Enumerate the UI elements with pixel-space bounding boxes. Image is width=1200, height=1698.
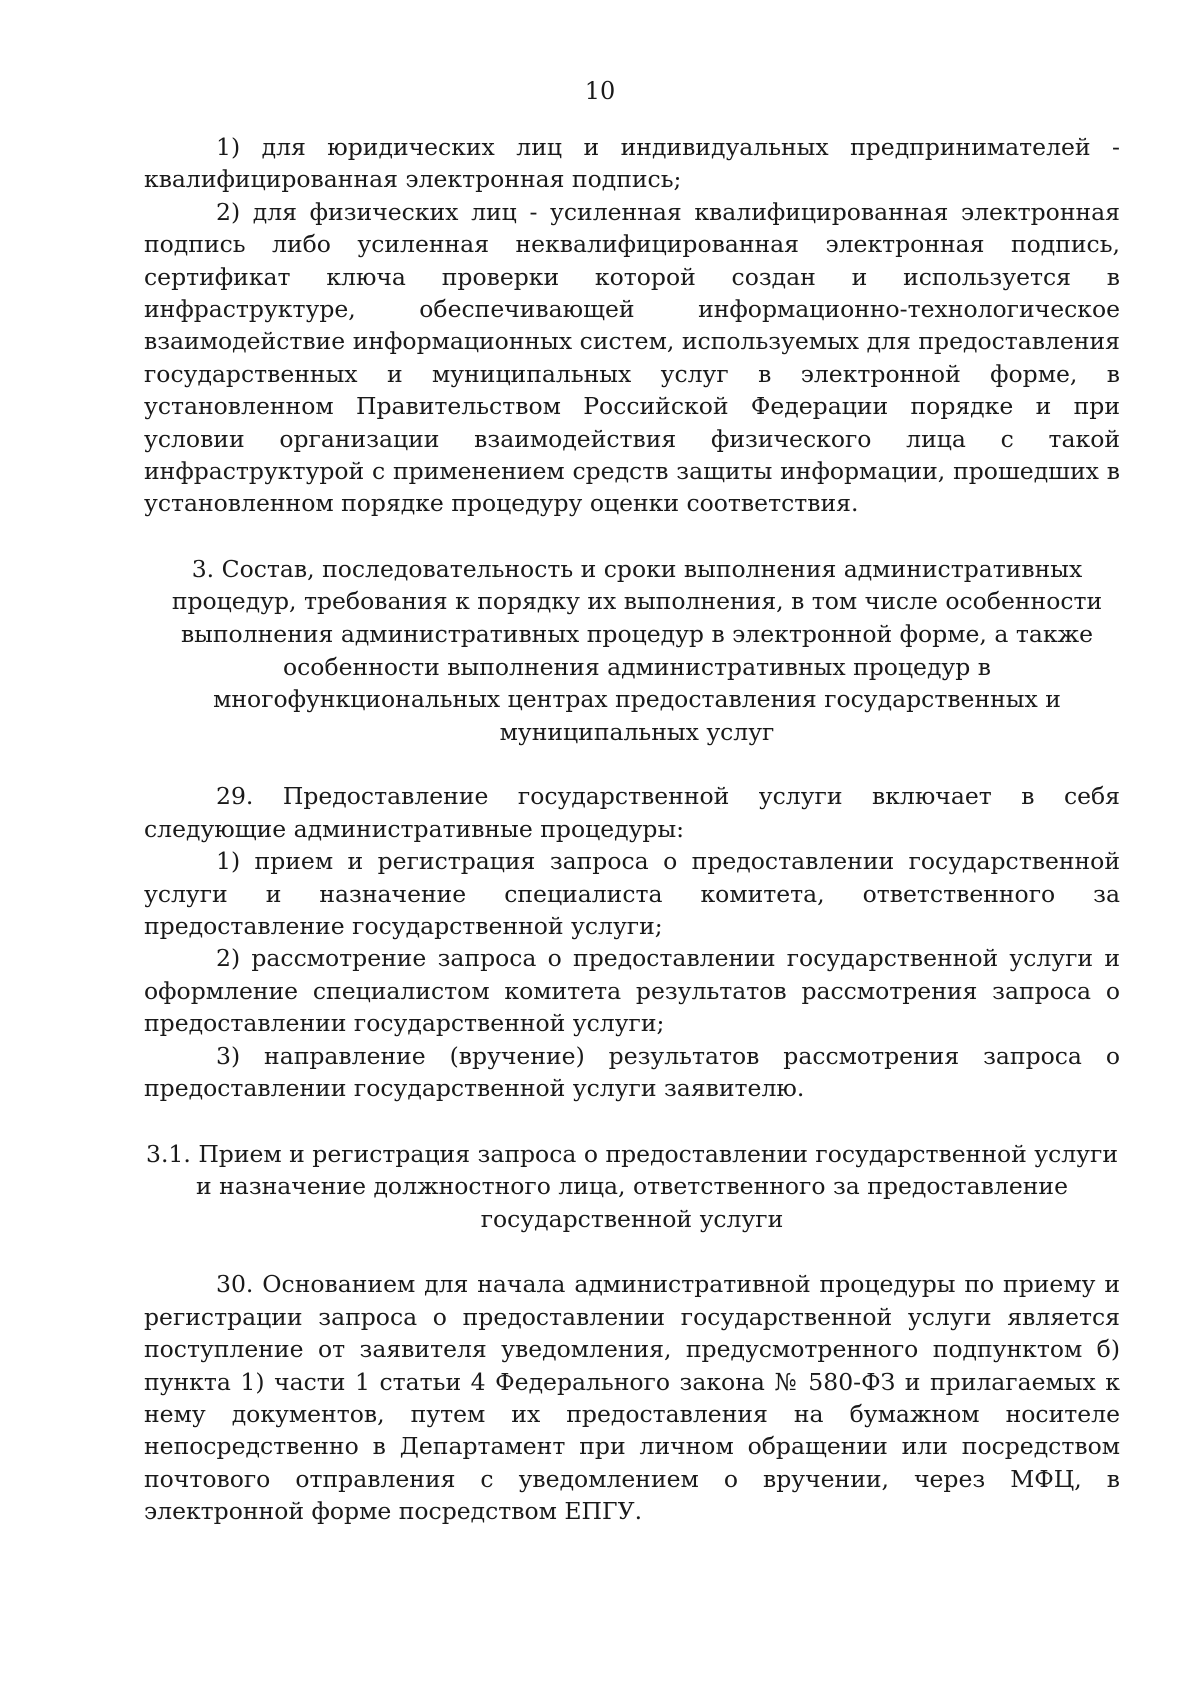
- section-3-1-heading: 3.1. Прием и регистрация запроса о предоставлении государственной услуги и назначение должностного лица, ответственного за предоставление государственной услуги: [146, 1139, 1118, 1233]
- item-2-paragraph: 2) для физических лиц - усиленная квалифицированная электронная подпись либо усиленная неквалифицированная электронная подпись, сертификат ключа проверки которой создан и используется в инфраструктуре, обеспечивающей информационно-технологическое взаимодействие информационных систем, используемых для предоставления государственных и муниципальных услуг в электронной форме, в установленном Правительством Российской Федерации порядке и при условии организации взаимодействия физического лица с такой инфраструктурой с применением средств защиты информации, прошедших в установленном порядке процедуру оценки соответствия.: [144, 197, 1120, 518]
- document-body: [144, 131, 1120, 1528]
- page-number: 10: [584, 77, 616, 105]
- section-3-heading: 3. Состав, последовательность и сроки выполнения административных процедур, требования к порядку их выполнения, в том числе особенности выполнения административных процедур в электронной форме, а также особенности выполнения административных процедур в многофункциональных центрах предоставления государственных и муниципальных услуг: [171, 554, 1103, 746]
- clause-30-paragraph: 30. Основанием для начала административной процедуры по приему и регистрации запроса о предоставлении государственной услуги является поступление от заявителя уведомления, предусмотренного подпунктом б) пункта 1) части 1 статьи 4 Федерального закона № 580-ФЗ и прилагаемых к нему документов, путем их предоставления на бумажном носителе непосредственно в Департамент при личном обращении или посредством почтового отправления с уведомлением о вручении, через МФЦ, в электронной форме посредством ЕПГУ.: [144, 1270, 1120, 1526]
- clause-29-sub-1: 1) прием и регистрация запроса о предоставлении государственной услуги и назначение специалиста комитета, ответственного за предоставление государственной услуги;: [144, 847, 1120, 941]
- item-1-paragraph: 1) для юридических лиц и индивидуальных предпринимателей - квалифицированная электронная подпись;: [144, 133, 1120, 194]
- clause-29-sub-3: 3) направление (вручение) результатов рассмотрения запроса о предоставлении государственной услуги заявителю.: [144, 1041, 1120, 1103]
- clause-29-sub-2: 2) рассмотрение запроса о предоставлении государственной услуги и оформление специалистом комитета результатов рассмотрения запроса о предоставлении государственной услуги;: [144, 944, 1120, 1038]
- clause-29-intro: 29. Предоставление государственной услуги включает в себя следующие административные процедуры:: [144, 782, 1120, 843]
